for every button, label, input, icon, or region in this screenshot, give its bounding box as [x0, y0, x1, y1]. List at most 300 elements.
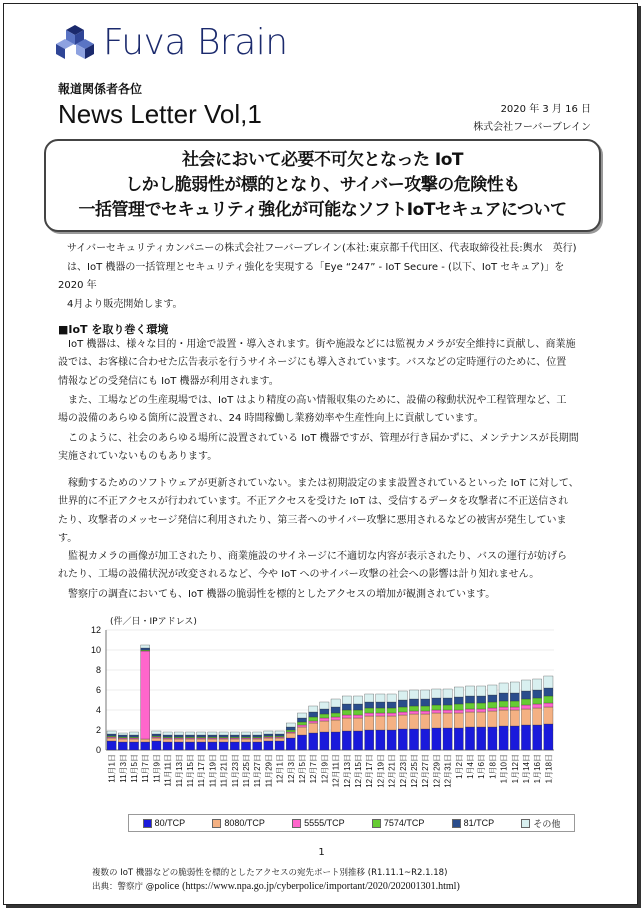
bar-segment [465, 703, 474, 709]
bar-segment [141, 739, 150, 742]
bar-segment [353, 718, 362, 731]
bar-segment [342, 718, 351, 731]
x-tick-label: 11月13日 [174, 754, 184, 788]
bar-segment [230, 735, 239, 737]
bar-segment [286, 727, 295, 730]
source-url: (https://www.npa.go.jp/cyberpolice/important/2020/202001301.html) [182, 881, 460, 892]
bar-segment [118, 738, 127, 739]
bar-segment [499, 726, 508, 750]
bar-segment [174, 738, 183, 739]
x-tick-label: 11月21日 [219, 754, 229, 788]
bar-segment [521, 691, 530, 699]
bar-segment [197, 739, 206, 742]
bar-segment [230, 737, 239, 738]
bar-segment [499, 693, 508, 701]
bar-segment [241, 738, 250, 739]
bar-segment [309, 717, 318, 721]
bar-segment [129, 739, 138, 742]
bar-segment [331, 717, 340, 720]
bar-segment [465, 727, 474, 750]
bar-segment [152, 736, 161, 737]
bar-segment [208, 739, 217, 742]
para-line: 世界的に不正アクセスが行われています。不正アクセスを受けた IoT は、受信するデータを攻撃者に不正送信され [58, 496, 569, 508]
bar-segment [376, 716, 385, 730]
bar-segment [163, 739, 172, 742]
x-tick-label: 1月8日 [488, 754, 498, 779]
y-tick-label: 6 [95, 685, 101, 695]
x-tick-label: 12月27日 [421, 754, 431, 788]
bar-segment [376, 730, 385, 750]
y-tick-label: 4 [95, 705, 101, 715]
bar-segment [465, 709, 474, 712]
bar-segment [185, 735, 194, 737]
x-tick-label: 12月7日 [309, 754, 319, 784]
bar-segment [365, 730, 374, 750]
bar-segment [499, 701, 508, 707]
x-tick-label: 12月17日 [365, 754, 375, 788]
bar-segment [544, 676, 553, 688]
bar-segment [331, 713, 340, 717]
headline-line: 一括管理でセキュリティ強化が可能なソフトIoTセキュアについて [78, 200, 567, 220]
bar-segment [465, 696, 474, 703]
x-tick-label: 1月18日 [544, 754, 554, 784]
bar-segment [174, 739, 183, 742]
bar-segment [286, 730, 295, 732]
intro-line: は、IoT 機器の一括管理とセキュリティ強化を実現する「Eye “247” - IoT Secure - (以下、IoT セキュア)」を 2020 年 [58, 261, 565, 291]
bar-segment [174, 732, 183, 735]
bar-segment [432, 689, 441, 698]
bar-segment [219, 737, 228, 738]
bar-segment [454, 687, 463, 697]
bar-segment [454, 704, 463, 710]
stacked-bar-chart [78, 612, 578, 812]
x-tick-label: 1月12日 [510, 754, 520, 784]
bar-segment [465, 686, 474, 696]
bar-segment [454, 697, 463, 704]
bar-segment [253, 742, 262, 750]
bar-segment [477, 712, 486, 727]
bar-segment [353, 731, 362, 750]
bar-segment [230, 742, 239, 750]
bar-segment [432, 705, 441, 710]
bar-segment [320, 721, 329, 732]
para-line: 場の設備のあらゆる箇所に設置され、24 時間稼働し業務効率や生産性向上に貢献しています。 [58, 413, 484, 425]
bar-segment [286, 732, 295, 733]
x-tick-label: 1月14日 [522, 754, 531, 784]
bar-segment [309, 706, 318, 712]
bar-segment [488, 727, 497, 750]
bar-segment [107, 736, 116, 737]
bar-segment [129, 738, 138, 739]
bar-segment [152, 741, 161, 750]
bar-segment [421, 729, 430, 750]
bar-segment [185, 732, 194, 735]
x-tick-label: 11月19日 [208, 754, 218, 788]
bar-segment [443, 713, 452, 728]
intro-line: サイバーセキュリティカンパニーの株式会社フーバーブレイン(本社:東京都千代田区、代表取締役社長:輿水 英行) [67, 243, 577, 254]
para-line: 稼動するためのソフトウェアが更新されていない。または初期設定のまま設置されているといった IoT に対して、 [68, 478, 579, 489]
legend-item [212, 818, 265, 828]
bar-segment [510, 693, 519, 701]
bar-segment [208, 735, 217, 737]
bar-segment [275, 736, 284, 737]
legend-swatch [372, 819, 381, 828]
bar-segment [141, 651, 150, 739]
intro-line: 4月より販売開始します。 [67, 298, 183, 310]
x-tick-label: 11月9日 [152, 754, 162, 783]
bar-segment [376, 694, 385, 702]
x-tick-label: 1月10日 [499, 754, 509, 784]
intro-paragraph [58, 240, 588, 314]
bar-segment [275, 734, 284, 736]
x-tick-label: 11月27日 [253, 754, 263, 788]
bar-segment [331, 699, 340, 707]
bar-segment [185, 738, 194, 739]
legend-label: その他 [533, 818, 561, 829]
x-tick-label: 12月13日 [342, 754, 352, 788]
bar-segment [398, 691, 407, 700]
bar-segment [387, 694, 396, 702]
para-line: 監視カメラの画像が加工されたり、商業施設のサイネージに不適切な内容が表示されたり、バスの運行が妨げら [68, 551, 567, 562]
bar-segment [264, 741, 273, 750]
bar-segment [264, 736, 273, 737]
bar-segment [152, 731, 161, 734]
x-tick-label: 11月29日 [264, 754, 274, 788]
bar-segment [107, 731, 116, 734]
bar-segment [152, 734, 161, 736]
bar-segment [331, 732, 340, 750]
bar-segment [286, 733, 295, 738]
bar-segment [174, 737, 183, 738]
bar-segment [432, 713, 441, 728]
bar-segment [297, 725, 306, 727]
bar-segment [141, 650, 150, 651]
bar-segment [230, 738, 239, 739]
bar-segment [129, 742, 138, 750]
bar-segment [107, 741, 116, 750]
bar-segment [488, 695, 497, 702]
bar-segment [521, 680, 530, 691]
bar-segment [443, 698, 452, 705]
bar-segment [297, 727, 306, 735]
legend-label: 5555/TCP [304, 818, 345, 828]
bar-segment [544, 688, 553, 696]
y-tick-label: 8 [95, 665, 101, 675]
bar-segment [510, 701, 519, 707]
paragraph [58, 392, 590, 429]
headline-line: 社会において必要不可欠となった IoT [181, 150, 464, 170]
legend-swatch [292, 819, 301, 828]
bar-segment [510, 682, 519, 693]
paragraph [58, 586, 590, 604]
bar-segment [107, 738, 116, 741]
bar-segment [365, 716, 374, 730]
bar-segment [264, 734, 273, 736]
bar-segment [353, 715, 362, 718]
bar-segment [353, 710, 362, 715]
y-tick-label: 12 [90, 625, 101, 635]
bar-segment [477, 727, 486, 750]
legend-swatch [143, 819, 152, 828]
x-tick-label: 11月7日 [141, 754, 151, 783]
bar-segment [409, 690, 418, 699]
bar-segment [409, 729, 418, 750]
bar-segment [533, 725, 542, 750]
bar-segment [521, 725, 530, 750]
bar-segment [365, 694, 374, 702]
x-tick-label: 12月23日 [398, 754, 408, 788]
cube-logo-icon [55, 23, 95, 63]
bar-segment [499, 683, 508, 693]
y-tick-label: 2 [95, 725, 101, 735]
bar-segment [275, 738, 284, 741]
chart [78, 612, 578, 842]
bar-segment [253, 735, 262, 737]
para-line: 情報などの受発信にも IoT 機器が利用されます。 [58, 375, 279, 387]
bar-segment [544, 724, 553, 750]
x-tick-label: 11月23日 [230, 754, 240, 788]
bar-segment [163, 735, 172, 737]
para-line: 設では、お客様に合わせた広告表示を行うサイネージにも導入されています。バスなどの定時運行のために、位置 [58, 357, 567, 369]
legend-label: 8080/TCP [224, 818, 265, 828]
bar-segment [297, 735, 306, 750]
bar-segment [107, 734, 116, 736]
legend-swatch [452, 819, 461, 828]
bar-segment [163, 737, 172, 738]
bar-segment [432, 710, 441, 713]
bar-segment [510, 726, 519, 750]
bar-segment [443, 710, 452, 713]
bar-segment [275, 741, 284, 750]
bar-segment [129, 737, 138, 738]
paragraph [58, 336, 590, 391]
bar-segment [197, 738, 206, 739]
legend-swatch [212, 819, 221, 828]
bar-segment [443, 728, 452, 750]
bar-segment [398, 715, 407, 729]
bar-segment [241, 739, 250, 742]
bar-segment [253, 739, 262, 742]
bar-segment [544, 703, 553, 707]
bar-segment [387, 702, 396, 708]
legend-item [452, 818, 495, 828]
page-number: 1 [318, 847, 325, 858]
bar-segment [219, 739, 228, 742]
bar-segment [454, 713, 463, 728]
x-tick-label: 12月25日 [410, 754, 419, 788]
bar-segment [387, 730, 396, 750]
bar-segment [163, 738, 172, 739]
legend-item [143, 818, 186, 828]
bar-segment [331, 707, 340, 713]
bar-segment [320, 718, 329, 721]
bar-segment [174, 735, 183, 737]
bar-segment [342, 704, 351, 710]
x-tick-label: 11月17日 [197, 754, 207, 788]
bar-segment [253, 737, 262, 738]
bar-segment [342, 710, 351, 715]
legend-label: 81/TCP [463, 818, 495, 828]
bar-segment [421, 711, 430, 714]
bar-segment [141, 645, 150, 648]
x-tick-label: 11月25日 [242, 754, 251, 788]
x-tick-label: 12月11日 [331, 754, 341, 788]
bar-segment [398, 712, 407, 715]
bar-segment [264, 731, 273, 734]
para-line: IoT 機器は、様々な目的・用途で設置・導入されます。街や施設などには監視カメラが安全維持に貢献し、商業施 [68, 339, 576, 350]
x-tick-label: 12月5日 [298, 754, 307, 784]
bar-segment [409, 699, 418, 706]
bar-segment [309, 723, 318, 733]
x-tick-label: 1月16日 [533, 754, 543, 784]
press-label: 報道関係者各位 [58, 82, 143, 96]
legend-item [372, 818, 425, 828]
legend-swatch [521, 819, 530, 828]
y-tick-label: 0 [95, 745, 101, 755]
bar-segment [129, 732, 138, 735]
bar-segment [387, 713, 396, 716]
bar-segment [365, 708, 374, 713]
bar-segment [488, 711, 497, 727]
bar-segment [398, 700, 407, 707]
bar-segment [141, 742, 150, 750]
bar-segment [376, 708, 385, 713]
source-citation [92, 880, 460, 892]
x-tick-label: 1月4日 [466, 754, 475, 779]
bar-segment [499, 707, 508, 710]
bar-segment [409, 706, 418, 711]
bar-segment [488, 685, 497, 695]
bar-segment [297, 713, 306, 718]
bar-segment [432, 698, 441, 705]
bar-segment [510, 710, 519, 726]
bar-segment [320, 702, 329, 709]
x-tick-label: 1月6日 [477, 754, 487, 779]
bar-segment [533, 698, 542, 704]
x-tick-label: 12月3日 [286, 754, 296, 784]
para-line: 警察庁の調査においても、IoT 機器の脆弱性を標的としたアクセスの増加が観測されています。 [68, 589, 496, 600]
bar-segment [421, 706, 430, 711]
bar-segment [387, 708, 396, 713]
legend-item [292, 818, 345, 828]
bar-segment [421, 714, 430, 729]
bar-segment [275, 737, 284, 738]
bar-segment [533, 704, 542, 708]
bar-segment [241, 742, 250, 750]
bar-segment [197, 737, 206, 738]
paragraph [58, 430, 590, 467]
bar-segment [342, 696, 351, 704]
bar-segment [510, 707, 519, 710]
bar-segment [163, 742, 172, 750]
bar-segment [544, 707, 553, 724]
bar-segment [544, 696, 553, 703]
x-tick-label: 12月31日 [443, 754, 453, 788]
x-tick-label: 11月1日 [107, 754, 117, 783]
bar-segment [241, 737, 250, 738]
bar-segment [219, 735, 228, 737]
bar-segment [309, 721, 318, 723]
bar-segment [465, 712, 474, 727]
bar-segment [253, 738, 262, 739]
bar-segment [118, 742, 127, 750]
bar-segment [275, 731, 284, 734]
bar-segment [208, 732, 217, 735]
x-tick-label: 12月21日 [387, 754, 397, 788]
bar-segment [521, 699, 530, 705]
bar-segment [118, 737, 127, 738]
bar-segment [208, 742, 217, 750]
bar-segment [454, 728, 463, 750]
bar-segment [297, 722, 306, 725]
bar-segment [353, 696, 362, 704]
bar-segment [342, 731, 351, 750]
bar-segment [118, 739, 127, 742]
bar-segment [387, 716, 396, 730]
bar-segment [443, 705, 452, 710]
bar-segment [197, 735, 206, 737]
bar-segment [342, 715, 351, 718]
x-tick-label: 1月2日 [454, 754, 464, 779]
para-line: また、工場などの生産現場では、IoT はより精度の高い情報収集のために、設備の稼動状況や工程管理など、工 [68, 395, 567, 406]
bar-segment [219, 738, 228, 739]
chart-legend [128, 814, 575, 832]
bar-segment [365, 702, 374, 708]
x-tick-label: 11月11日 [163, 754, 173, 787]
source-prefix: 出典：警察庁 @police [92, 882, 180, 892]
para-line: れたり、工場の設備状況が改変されるなど、今や IoT へのサイバー攻撃の社会への影響は計り知れません。 [58, 569, 540, 581]
bar-segment [488, 708, 497, 711]
bar-segment [409, 711, 418, 714]
bar-segment [185, 737, 194, 738]
bar-segment [107, 737, 116, 738]
bar-segment [253, 732, 262, 735]
chart-caption: 複数の IoT 機器などの脆弱性を標的としたアクセスの宛先ポート別推移 (R1.11.1~R2.1.18) [92, 868, 448, 878]
bar-segment [118, 733, 127, 735]
bar-segment [241, 735, 250, 737]
headline-line: しかし脆弱性が標的となり、サイバー攻撃の危険性も [125, 175, 520, 195]
bar-segment [488, 702, 497, 708]
bar-segment [152, 737, 161, 738]
para-line: このように、社会のあらゆる場所に設置されている IoT 機器ですが、管理が行き届かずに、メンテナンスが長期間 [68, 433, 579, 444]
bar-segment [241, 732, 250, 735]
bar-segment [353, 704, 362, 710]
bar-segment [230, 739, 239, 742]
y-tick-label: 10 [90, 645, 101, 655]
bar-segment [219, 732, 228, 735]
bar-segment [185, 739, 194, 742]
bar-segment [320, 732, 329, 750]
bar-segment [398, 729, 407, 750]
bar-segment [443, 689, 452, 698]
bar-segment [376, 702, 385, 708]
company-name: 株式会社フーバーブレイン [473, 122, 591, 133]
bar-segment [152, 738, 161, 741]
bar-segment [409, 714, 418, 729]
headline-box [44, 139, 601, 232]
bar-segment [230, 732, 239, 735]
bar-segment [521, 709, 530, 725]
x-tick-label: 11月3日 [118, 754, 128, 783]
bar-segment [264, 737, 273, 738]
bar-segment [454, 710, 463, 713]
bar-segment [309, 712, 318, 717]
bar-segment [118, 735, 127, 737]
bar-segment [197, 742, 206, 750]
bar-segment [521, 705, 530, 709]
bar-segment [197, 732, 206, 735]
bar-segment [286, 723, 295, 727]
